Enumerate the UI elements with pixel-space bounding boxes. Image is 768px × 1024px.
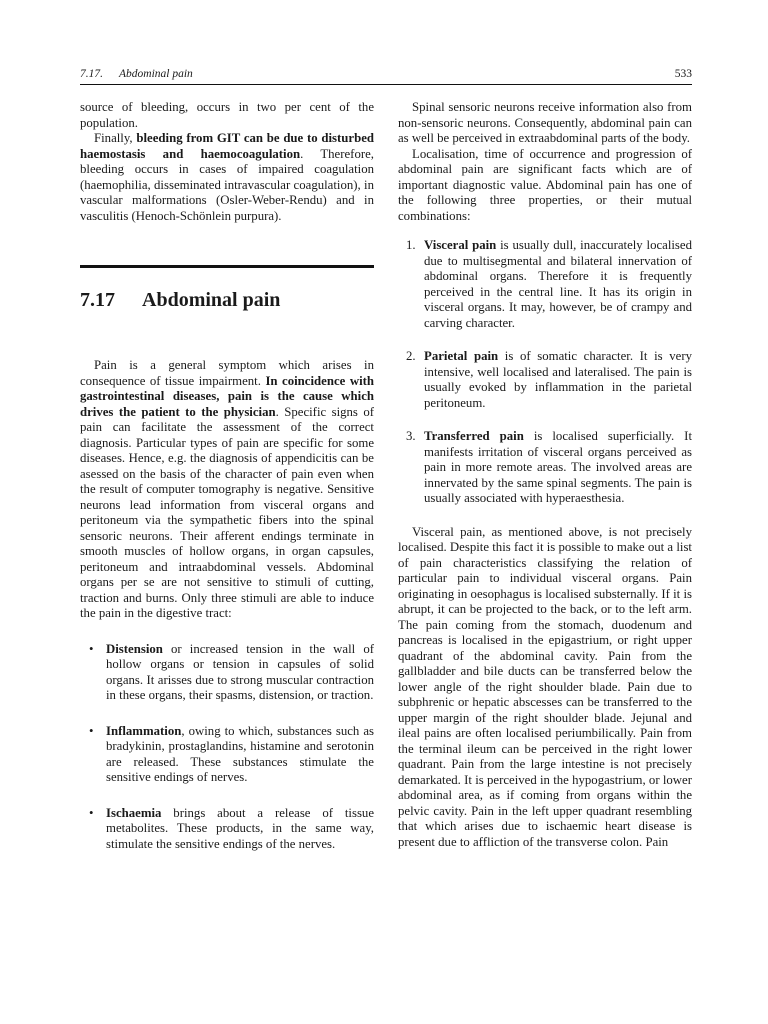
text-run: brings about a release of tissue metabolites. These products, in the same way, stimulate the sensitive endings of the nerves. xyxy=(106,805,374,851)
section-rule xyxy=(80,265,374,268)
bold-text: bleeding from GIT can be due to disturbed haemostasis and haemocoagulation xyxy=(80,131,375,161)
text-run: Finally, xyxy=(94,131,137,145)
header-section-title: Abdominal pain xyxy=(119,68,193,80)
list-number: 2. xyxy=(406,349,416,363)
paragraph: source of bleeding, occurs in two per cent of the population. xyxy=(80,100,374,130)
list-number: 3. xyxy=(406,429,416,443)
list-item xyxy=(398,349,692,411)
section-heading-title: Abdominal pain xyxy=(142,289,281,311)
page-number: 533 xyxy=(674,68,692,80)
bold-text: Transferred pain xyxy=(424,429,524,443)
running-header-section xyxy=(80,68,193,80)
paragraph xyxy=(80,131,374,224)
bold-text: Parietal pain xyxy=(424,349,499,363)
paragraph: Visceral pain, as mentioned above, is not precisely localised. Despite this fact it is possible to make out a list of pain characteristics classifying the relation of particular pain to individual visceral organs. Pain originating in oesophagus is localised substernally. If it is abrupt, it can be projected to the back, or to the left arm. The pain coming from the stomach, duodenum and pancreas is localised in the epigastrium, or right upper quadrant of the abdominal cavity. Pain from the gallbladder and bile ducts can be transferred below the lower angle of the right shoulder blade. Pain due to subphrenic or hepatic abscesses can be transferred to the upper margin of the right shoulder blade. Jejunal and ileal pains are often localised periumbilically. Pain from the terminal ileum can be perceived in the right lower quadrant. Pain from the large intestine is not precisely demarkated. It is perceived in the hypogastrium, or lower abdominal area, as if coming from organs within the pelvic cavity. Pain in the left upper quadrant resembling that which arises due to ischaemic heart disease is present due to affliction of the transverse colon. Pain xyxy=(398,524,692,849)
section-heading-number: 7.17 xyxy=(80,289,115,311)
left-column xyxy=(80,100,374,872)
numbered-list xyxy=(398,238,692,507)
bold-text: Distension xyxy=(106,641,163,656)
paragraph xyxy=(80,358,374,622)
section-heading xyxy=(80,288,374,312)
list-item xyxy=(398,429,692,507)
bullet-icon: • xyxy=(89,641,94,656)
bullet-icon: • xyxy=(89,723,94,738)
bold-text: Visceral pain xyxy=(424,238,497,252)
bold-text: Ischaemia xyxy=(106,805,162,820)
text-run: Pain is a general symptom which arises in consequence of tissue impairment. xyxy=(80,358,374,388)
text-run: is usually dull, inaccurately localised due to multisegmental and bilateral innervation of abdominal organs. Therefore it is frequently perceived in the central line. It has its origin in visceral organs. It may, however, be of crampy and carving character. xyxy=(424,238,692,330)
list-item xyxy=(80,806,374,853)
text-run: . Specific signs of pain can facilitate the assessment of the correct diagnosis. Particular types of pain are specific for some diseases. Hence, e.g. the diagnosis of appendicitis can be asessed on the basis of the character of pain even when the result of computer tomography is negative. Sensitive neurons lead information from visceral organs and peritoneum via the sympathetic fibers into the spinal sensoric neurons. Their afferent endings terminate in smooth muscles of hollow organs, in organ capsules, peritoneum and intraabdominal vessels. Abdominal organs per se are not sensitive to stimuli of cutting, traction and burns. Only three stimuli are able to induce the pain in the digestive tract: xyxy=(80,404,374,620)
list-number: 1. xyxy=(406,238,416,252)
text-run: , owing to which, substances such as bradykinin, prostaglandins, histamine and serotonin are released. These substances stimulate the sensitive endings of nerves. xyxy=(106,723,374,784)
header-section-number: 7.17. xyxy=(80,68,103,80)
list-item xyxy=(398,238,692,331)
bold-text: In coincidence with gastrointestinal diseases, pain is the cause which drives the patient to the physician xyxy=(80,373,374,419)
bold-text: Inflammation xyxy=(106,723,182,738)
text-run: is of somatic character. It is very intensive, well localised and lateralised. The pain is usually evoked by inflammation in the parietal peritoneum. xyxy=(424,349,693,410)
text-run: or increased tension in the wall of hollow organs or tension in capsules of solid organs. It arisses due to strong muscular contraction in these organs, their spasms, distension, or traction. xyxy=(106,641,374,702)
text-run: is localised superficially. It manifests irritation of visceral organs perceived as pain in more remote areas. The involved areas are innervated by the same spinal segments. The pain is usually associated with hyperaesthesia. xyxy=(424,429,692,505)
bullet-icon: • xyxy=(89,805,94,820)
paragraph: Localisation, time of occurrence and progression of abdominal pain are significant facts which are of important diagnostic value. Abdominal pain has one of the following three properties, or their mutual combinations: xyxy=(398,146,692,223)
list-item xyxy=(80,724,374,786)
paragraph: Spinal sensoric neurons receive information also from non-sensoric neurons. Consequently, abdominal pain can as well be perceived in extraabdominal parts of the body. xyxy=(398,100,692,145)
right-column xyxy=(398,100,692,850)
bullet-list xyxy=(80,642,374,853)
list-item xyxy=(80,642,374,704)
running-header xyxy=(80,66,692,85)
text-run: . Therefore, bleeding occurs in cases of impaired coagulation (haemophilia, disseminated intravascular coagulation), in vascular malformations (Osler-Weber-Rendu) and in vasculitis (Henoch-Schönlein purpura). xyxy=(80,146,374,223)
